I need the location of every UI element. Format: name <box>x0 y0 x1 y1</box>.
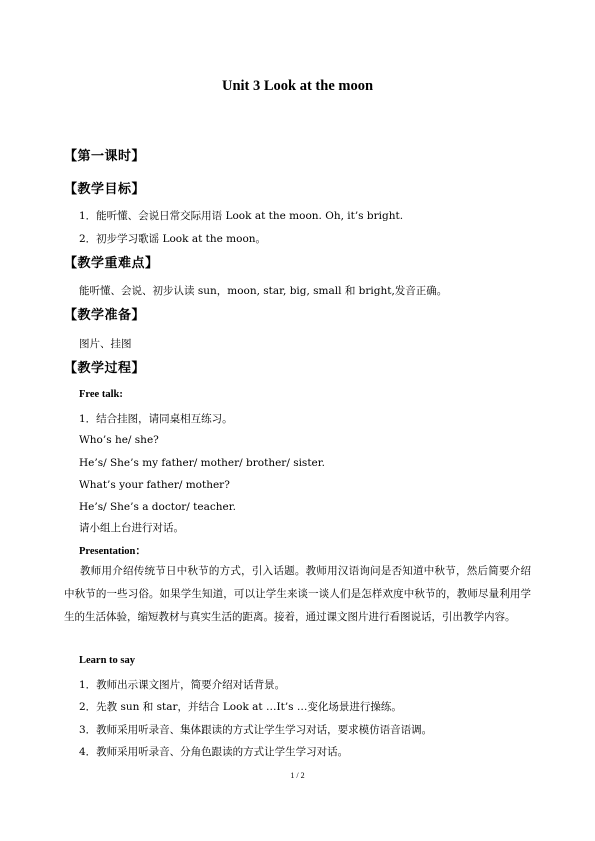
process-heading: 【教学过程】 <box>64 361 146 376</box>
page-number: 1 / 2 <box>290 771 305 780</box>
free-talk-line: What’s your father/ mother? <box>79 479 230 491</box>
presentation-label: Presentation： <box>79 546 146 557</box>
learn-to-say-line: 1．教师出示课文图片，简要介绍对话背景。 <box>79 679 286 691</box>
free-talk-line: He’s/ She’s a doctor/ teacher. <box>79 501 236 513</box>
free-talk-label: Free talk: <box>79 389 123 400</box>
learn-to-say-line: 2．先教 sun 和 star，并结合 Look at …It’s …变化场景进行操练。 <box>79 701 402 713</box>
goal-item: 2．初步学习歌谣 Look at the moon。 <box>79 233 267 245</box>
lesson-heading: 【第一课时】 <box>64 149 146 164</box>
goals-heading: 【教学目标】 <box>64 182 146 197</box>
learn-to-say-line: 3．教师采用听录音、集体跟读的方式让学生学习对话，要求模仿语音语调。 <box>79 724 433 736</box>
key-points-text: 能听懂、会说、初步认读 sun，moon, star, big, small 和 bright,发音正确。 <box>79 285 448 297</box>
learn-to-say-line: 4．教师采用听录音、分角色跟读的方式让学生学习对话。 <box>79 746 349 758</box>
free-talk-line: 请小组上台进行对话。 <box>79 522 184 534</box>
key-points-heading: 【教学重难点】 <box>64 256 159 271</box>
free-talk-line: Who’s he/ she? <box>79 434 159 446</box>
presentation-paragraph: 教师用介绍传统节日中秋节的方式，引入话题。教师用汉语询问是否知道中秋节，然后简要介绍中秋节的一些习俗。如果学生知道，可以让学生来谈一谈人们是怎样欢度中秋节的，教师尽量利用学生的生活体验，缩短教材与真实生活的距离。接着，通过课文图片进行看图说话，引出教学内容。 <box>64 565 531 623</box>
learn-to-say-label: Learn to say <box>79 655 135 666</box>
free-talk-line: 1．结合挂图，请同桌相互练习。 <box>79 413 233 425</box>
goal-item: 1．能听懂、会说日常交际用语 Look at the moon. Oh, it’s bright. <box>79 210 404 222</box>
document-title: Unit 3 Look at the moon <box>221 78 374 94</box>
preparation-heading: 【教学准备】 <box>64 308 146 323</box>
free-talk-line: He’s/ She’s my father/ mother/ brother/ sister. <box>79 457 325 469</box>
preparation-text: 图片、挂图 <box>79 338 132 350</box>
